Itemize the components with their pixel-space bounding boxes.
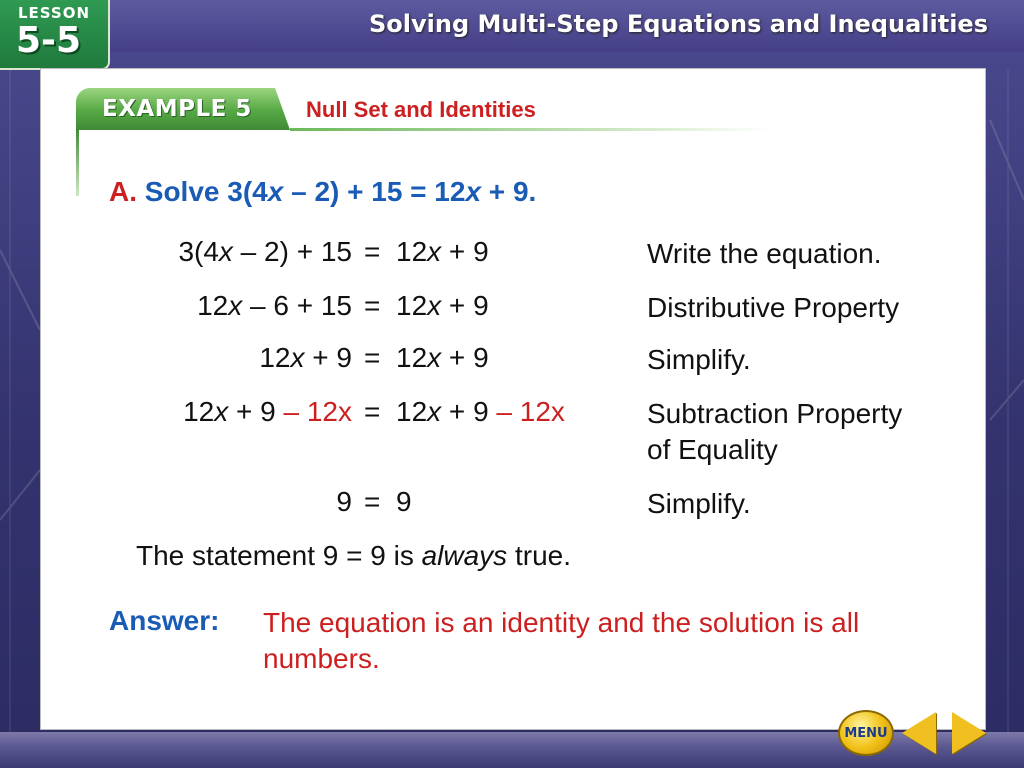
example-title: Null Set and Identities	[306, 97, 536, 122]
equals-sign: =	[364, 396, 381, 427]
step-lhs: 9	[336, 486, 352, 517]
step-lhs: 12x + 9	[259, 342, 352, 373]
step-rhs: 12x + 9	[396, 290, 489, 321]
problem-middle: – 2) + 15 = 12	[283, 176, 466, 207]
equals-sign: =	[364, 342, 381, 373]
statement-after: true.	[507, 540, 571, 571]
example-divider	[290, 128, 770, 131]
conclusion-statement	[136, 540, 571, 572]
step-reason: Simplify.	[647, 344, 751, 375]
lesson-header	[0, 0, 1024, 52]
subtracted-term: – 12x	[275, 396, 352, 427]
step-lhs: 12x + 9 – 12x	[183, 396, 352, 427]
equals-sign: =	[364, 290, 381, 321]
lesson-word: LESSON	[18, 4, 91, 22]
problem-prefix: Solve 3(4	[144, 176, 268, 207]
example-side-divider	[76, 128, 79, 196]
problem-suffix: + 9.	[481, 176, 537, 207]
step-reason: Distributive Property	[647, 292, 900, 323]
statement-before: The statement 9 = 9 is	[136, 540, 422, 571]
step-reason: Write the equation.	[647, 238, 882, 269]
step-rhs: 9	[396, 486, 412, 517]
subtracted-term: – 12x	[488, 396, 565, 427]
problem-letter: A.	[109, 176, 137, 207]
lesson-number: 5-5	[16, 20, 82, 61]
previous-arrow-icon[interactable]	[902, 712, 936, 754]
step-reason: Subtraction Property	[647, 398, 903, 429]
step-rhs: 12x + 9	[396, 342, 489, 373]
lesson-badge	[0, 0, 110, 70]
statement-emphasis: always	[421, 540, 508, 571]
problem-var2: x	[465, 176, 482, 207]
step-rhs: 12x + 9	[396, 236, 489, 267]
step-lhs: 12x – 6 + 15	[197, 290, 352, 321]
problem-statement	[109, 176, 536, 208]
next-arrow-icon[interactable]	[952, 712, 986, 754]
answer-label: Answer:	[109, 605, 220, 636]
step-rhs: 12x + 9 – 12x	[396, 396, 565, 427]
problem-var1: x	[267, 176, 284, 207]
equals-sign: =	[364, 486, 381, 517]
step-reason: Simplify.	[647, 488, 751, 519]
lesson-title: Solving Multi-Step Equations and Inequalities	[369, 10, 988, 38]
example-label: EXAMPLE 5	[102, 96, 252, 122]
menu-button[interactable]	[838, 710, 894, 756]
equals-sign: =	[364, 236, 381, 267]
menu-button-label: MENU	[844, 725, 888, 741]
step-lhs: 3(4x – 2) + 15	[178, 236, 352, 267]
step-reason-cont: of Equality	[647, 434, 778, 465]
answer-text: The equation is an identity and the solution is all numbers.	[263, 607, 860, 674]
